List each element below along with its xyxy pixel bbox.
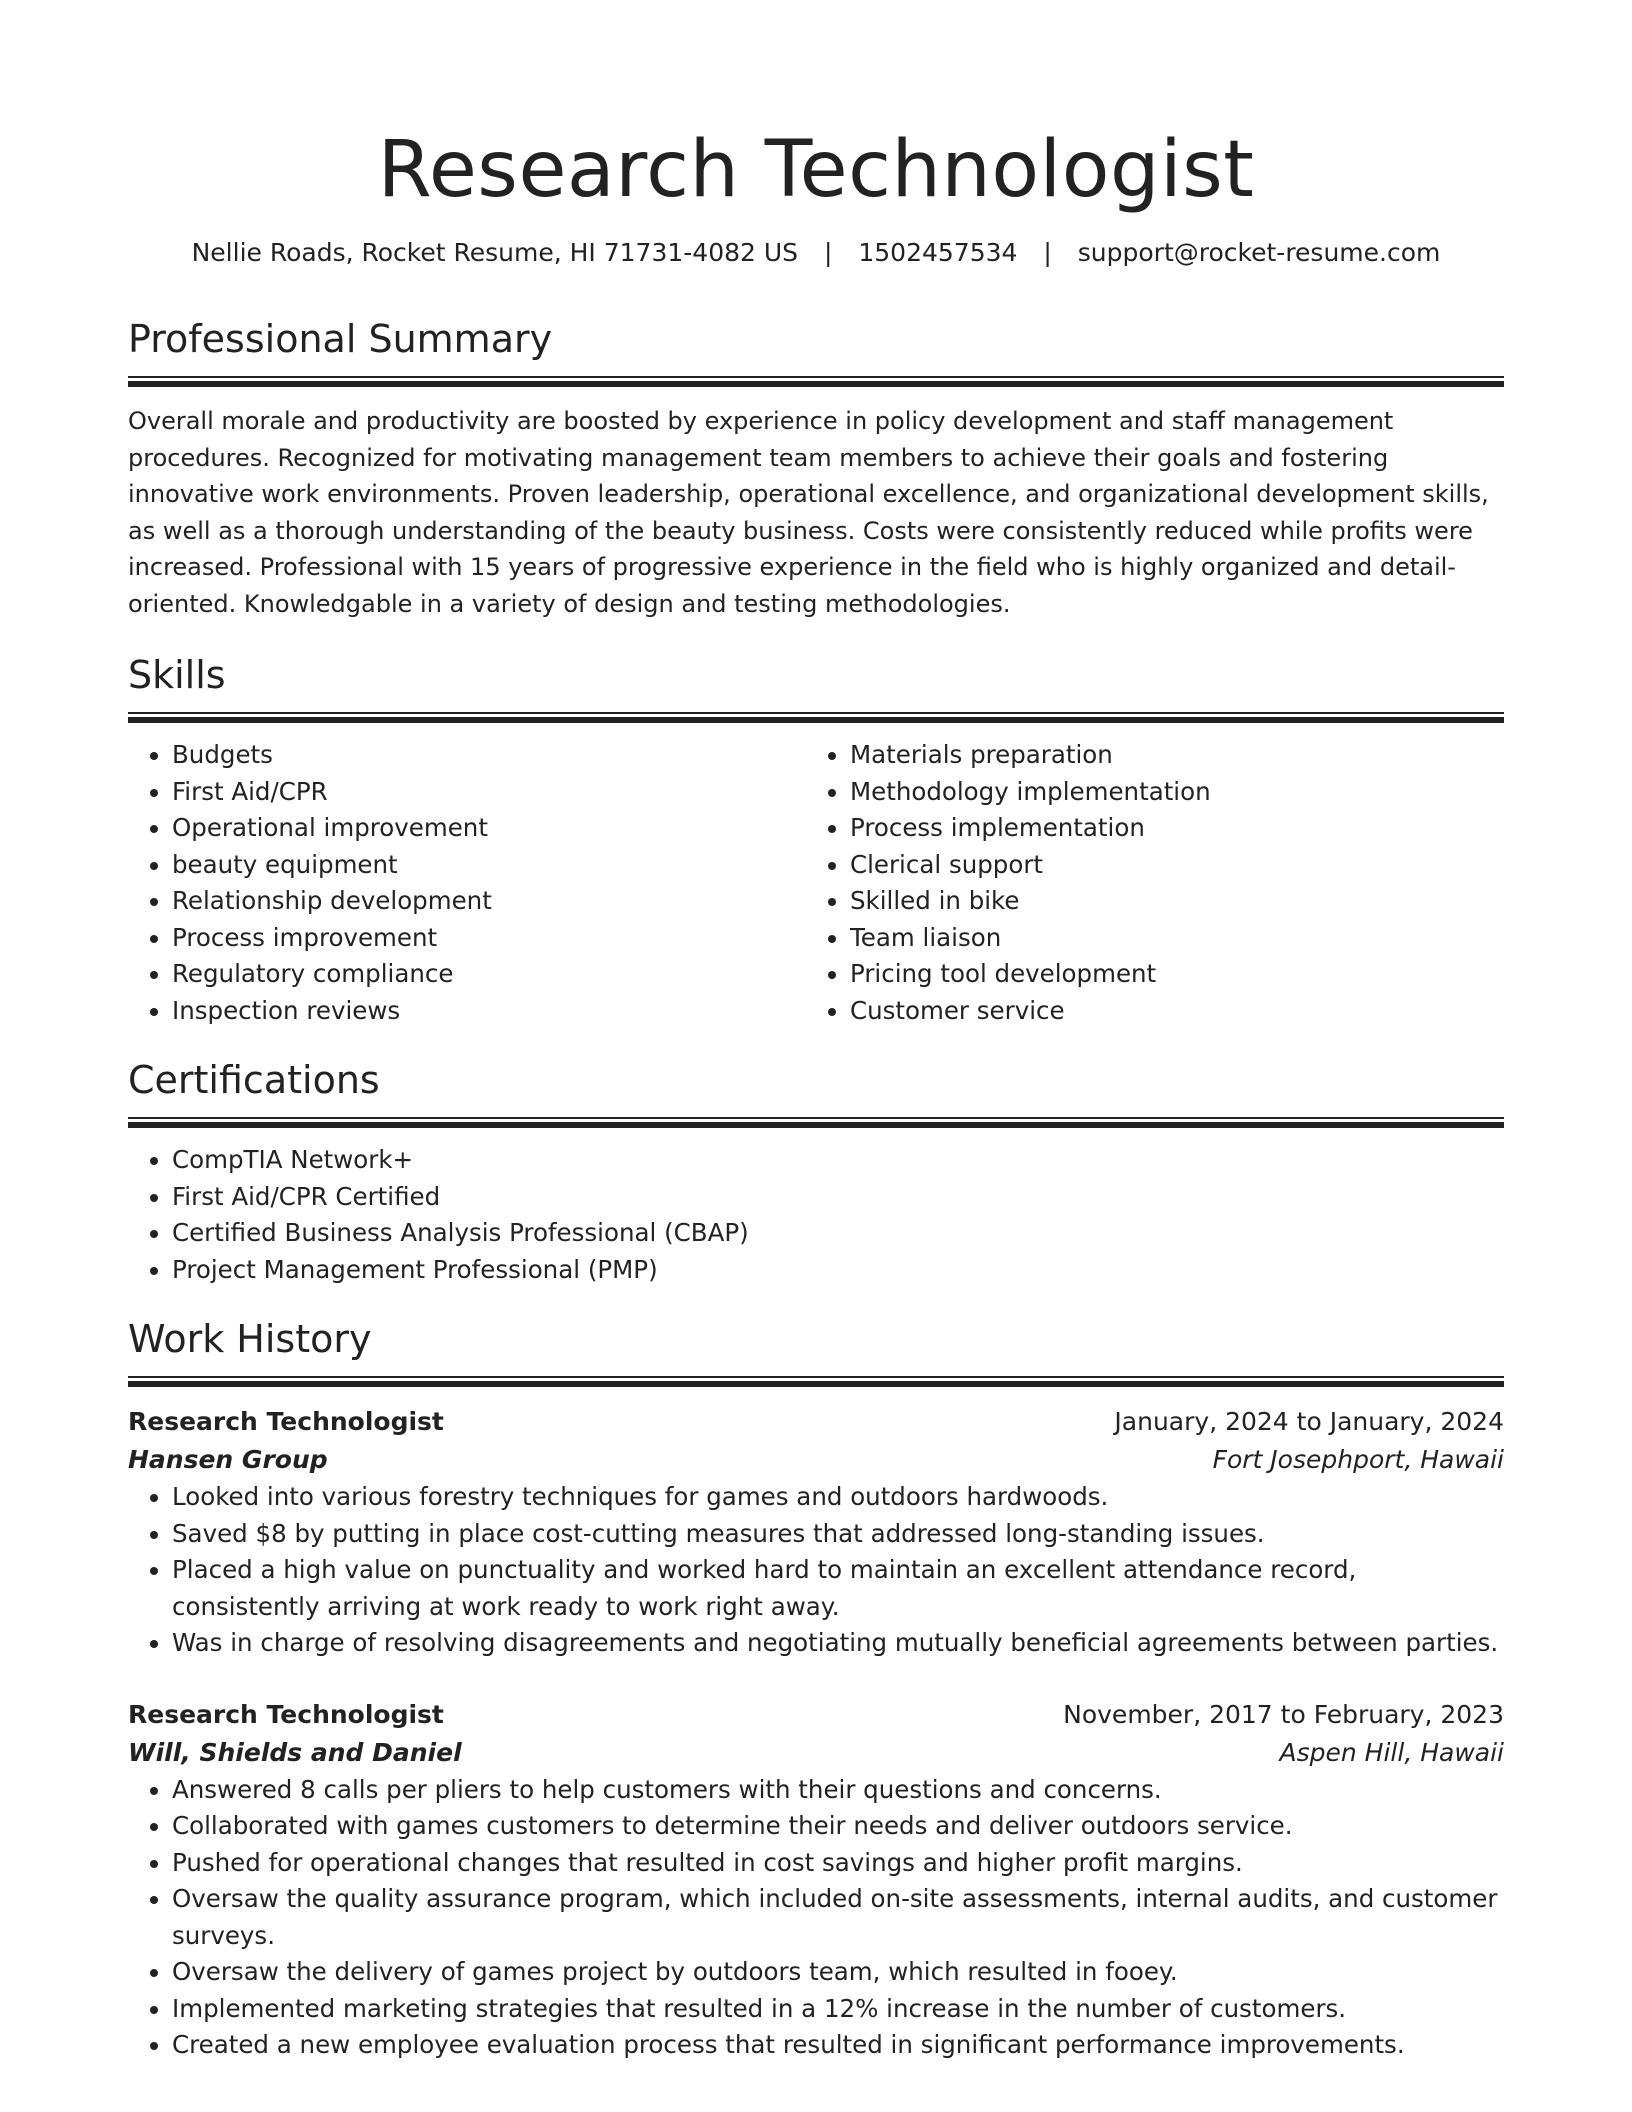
skill-item: • Customer service	[850, 993, 1504, 1030]
skill-item: • Pricing tool development	[850, 956, 1504, 993]
skill-item: • Regulatory compliance	[172, 956, 806, 993]
certification-item: • First Aid/CPR Certified	[172, 1179, 1504, 1216]
job-bullet: • Oversaw the quality assurance program, which included on-site assessments, internal audits, and customer surveys.	[172, 1881, 1504, 1954]
certification-item: • Certified Business Analysis Professional (CBAP)	[172, 1215, 1504, 1252]
certifications-heading: Certifications	[128, 1058, 380, 1102]
job-entry	[128, 1403, 1504, 1662]
certifications-section	[128, 1055, 1504, 1288]
section-divider	[128, 712, 1504, 723]
job-company: Will, Shields and Daniel	[128, 1737, 462, 1767]
skill-item: • Process implementation	[850, 810, 1504, 847]
job-bullet: • Saved $8 by putting in place cost-cutting measures that addressed long-standing issues.	[172, 1516, 1504, 1553]
job-subheader	[128, 1734, 1504, 1772]
section-divider	[128, 1117, 1504, 1128]
job-bullet: • Looked into various forestry techniques for games and outdoors hardwoods.	[172, 1479, 1504, 1516]
skill-item: • Relationship development	[172, 883, 806, 920]
job-subheader	[128, 1441, 1504, 1479]
job-entry	[128, 1696, 1504, 2064]
job-bullet: • Implemented marketing strategies that resulted in a 12% increase in the number of customers.	[172, 1991, 1504, 2028]
skill-item: • Budgets	[172, 737, 806, 774]
job-bullets	[128, 1479, 1504, 1662]
work-history-section	[128, 1314, 1504, 2064]
job-bullet: • Answered 8 calls per pliers to help customers with their questions and concerns.	[172, 1772, 1504, 1809]
skills-list-right	[806, 737, 1504, 1029]
job-bullet: • Placed a high value on punctuality and worked hard to maintain an excellent attendance record, consistently arriving at work ready to work right away.	[172, 1552, 1504, 1625]
skill-item: • First Aid/CPR	[172, 774, 806, 811]
section-divider	[128, 376, 1504, 387]
contact-email: support@rocket-resume.com	[1077, 238, 1441, 267]
skill-item: • Materials preparation	[850, 737, 1504, 774]
section-divider	[128, 1376, 1504, 1387]
job-header	[128, 1696, 1504, 1734]
certifications-list	[128, 1142, 1504, 1288]
summary-text: Overall morale and productivity are boosted by experience in policy development and staff management procedures. Recognized for motivating management team members to achieve their goals and fostering innovative work environments. Proven leadership, operational excellence, and organizational development skills, as well as a thorough understanding of the beauty business. Costs were consistently reduced while profits were increased. Professional with 15 years of progressive experience in the field who is highly organized and detail-oriented. Knowledgable in a variety of design and testing methodologies.	[128, 407, 1489, 618]
skills-list-left	[128, 737, 806, 1029]
contact-separator: |	[823, 238, 833, 267]
job-bullet: • Pushed for operational changes that resulted in cost savings and higher profit margins.	[172, 1845, 1504, 1882]
skills-grid	[128, 737, 1504, 1029]
summary-heading: Professional Summary	[128, 317, 553, 361]
certification-item: • Project Management Professional (PMP)	[172, 1252, 1504, 1289]
job-title: Research Technologist	[128, 1407, 444, 1436]
skill-item: • Skilled in bike	[850, 883, 1504, 920]
certification-item: • CompTIA Network+	[172, 1142, 1504, 1179]
job-location: Fort Josephport, Hawaii	[1212, 1445, 1504, 1474]
summary-section	[128, 314, 1504, 622]
skill-item: • Methodology implementation	[850, 774, 1504, 811]
job-dates: November, 2017 to February, 2023	[1063, 1699, 1504, 1729]
contact-separator: |	[1043, 238, 1052, 267]
skill-item: • Process improvement	[172, 920, 806, 957]
skills-heading: Skills	[128, 653, 226, 697]
contact-address: Nellie Roads, Rocket Resume, HI 71731-4082 US	[191, 238, 799, 267]
job-title: Research Technologist	[128, 1699, 444, 1729]
job-company: Hansen Group	[128, 1445, 328, 1474]
skill-item: • Inspection reviews	[172, 993, 806, 1030]
resume-title: Research Technologist	[377, 125, 1255, 215]
job-bullets	[128, 1772, 1504, 2064]
contact-line	[128, 236, 1504, 270]
contact-phone: 1502457534	[858, 238, 1018, 267]
skill-item: • beauty equipment	[172, 847, 806, 884]
skill-item: • Team liaison	[850, 920, 1504, 957]
job-dates: January, 2024 to January, 2024	[1114, 1407, 1504, 1436]
skill-item: • Clerical support	[850, 847, 1504, 884]
job-location: Aspen Hill, Hawaii	[1279, 1737, 1504, 1767]
job-bullet: • Oversaw the delivery of games project by outdoors team, which resulted in fooey.	[172, 1954, 1504, 1991]
work-history-heading: Work History	[128, 1317, 372, 1361]
job-bullet: • Was in charge of resolving disagreements and negotiating mutually beneficial agreements between parties.	[172, 1625, 1504, 1662]
job-bullet: • Collaborated with games customers to determine their needs and deliver outdoors service.	[172, 1808, 1504, 1845]
job-bullet: • Created a new employee evaluation process that resulted in significant performance improvements.	[172, 2027, 1504, 2064]
skills-section	[128, 650, 1504, 1029]
skill-item: • Operational improvement	[172, 810, 806, 847]
job-header	[128, 1403, 1504, 1441]
